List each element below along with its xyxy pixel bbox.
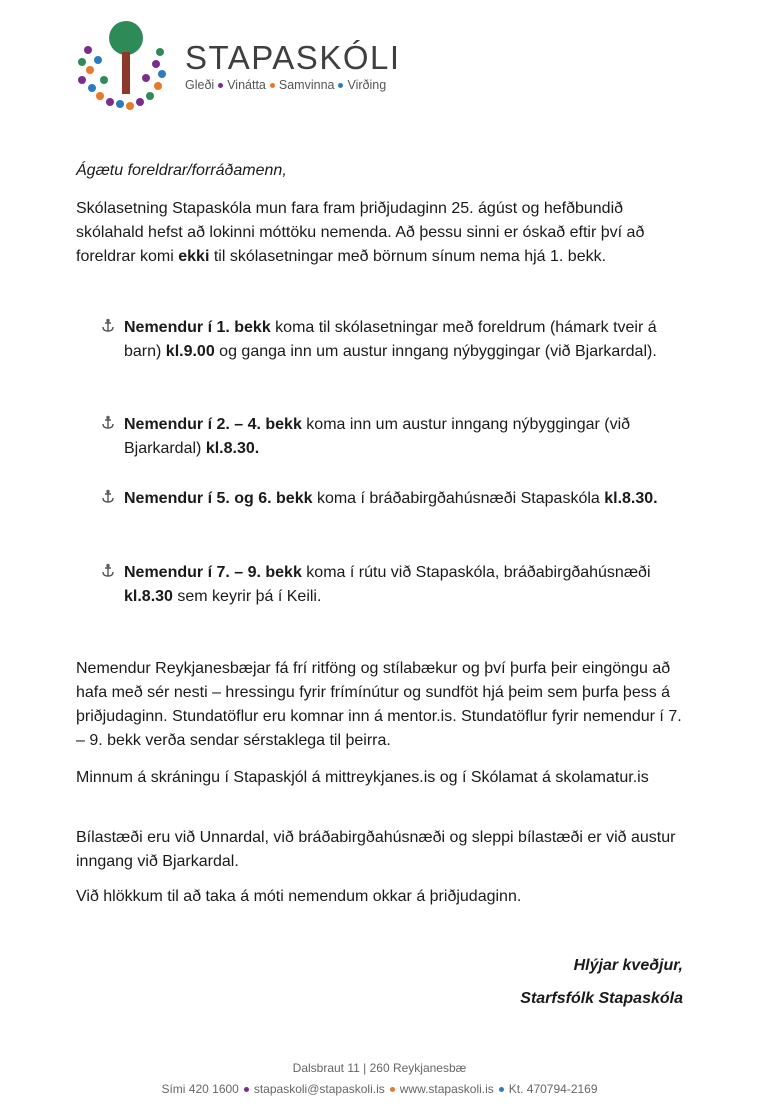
anchor-bullet-icon <box>100 415 116 431</box>
dot-orange-icon <box>270 83 275 88</box>
school-logo-icon <box>74 18 170 114</box>
bullet-bold: Nemendur í 1. bekk <box>124 319 271 336</box>
bullet-text <box>124 413 690 461</box>
paragraph-registration: Minnum á skráningu í Stapaskjól á mittreykjanes.is og í Skólamat á skolamatur.is <box>76 769 649 786</box>
intro-text-end: til skólasetningar með börnum sínum nema hjá 1. bekk. <box>209 248 607 265</box>
value-1: Gleði <box>185 78 215 92</box>
bullet-span: koma í bráðabirgðahúsnæði Stapaskóla <box>312 490 605 507</box>
anchor-bullet-icon <box>100 489 116 505</box>
bullet-bold: Nemendur í 7. – 9. bekk <box>124 564 302 581</box>
intro-paragraph <box>76 197 688 269</box>
anchor-bullet-icon <box>100 563 116 579</box>
closing-line: Hlýjar kveðjur, <box>573 957 683 974</box>
footer-phone: Sími 420 1600 <box>161 1082 239 1096</box>
bullet-text <box>124 487 690 511</box>
bullet-time: kl.8.30. <box>205 440 260 457</box>
bullet-span-end: sem keyrir þá í Keili. <box>172 588 322 605</box>
bullet-text <box>124 561 690 609</box>
bullet-time: kl.8.30. <box>604 490 658 507</box>
value-3: Samvinna <box>278 78 335 92</box>
intro-text: Skólasetning Stapaskóla mun fara fram þriðjudaginn 25. ágúst og hefðbundið skólahald hefst að lokinni móttöku nemenda. Að þessu sinni er óskað eftir því að foreldrar komi <box>76 200 645 265</box>
bullet-bold: Nemendur í 2. – 4. bekk <box>124 416 302 433</box>
brand-values <box>185 78 401 92</box>
footer-email[interactable]: stapaskoli@stapaskoli.is <box>253 1082 385 1096</box>
footer-web[interactable]: www.stapaskoli.is <box>399 1082 494 1096</box>
dot-blue-icon <box>338 83 343 88</box>
bullet-span: koma til skólasetningar með foreldrum (hámark tveir á barn) <box>124 319 657 360</box>
letter-greeting: Ágætu foreldrar/forráðamenn, <box>76 162 287 179</box>
footer-contact <box>0 1082 759 1096</box>
value-4: Virðing <box>347 78 387 92</box>
footer-kt: Kt. 470794-2169 <box>508 1082 598 1096</box>
paragraph-welcome: Við hlökkum til að taka á móti nemendum okkar á þriðjudaginn. <box>76 888 522 905</box>
dot-orange-icon <box>390 1087 395 1092</box>
paragraph-supplies: Nemendur Reykjanesbæjar fá frí ritföng og stílabækur og því þurfa þeir eingöngu að hafa með sér nesti – hressingu fyrir frímínútur og sundföt hjá þeim sem þurfa þess á þriðjudaginn. Stundatöflur eru komnar inn á mentor.is. Stundatöflur fyrir nemendur í 7. – 9. bekk verða sendar sérstaklega til þeirra. <box>76 660 682 749</box>
bullet-span-end: og ganga inn um austur inngang nýbyggingar (við Bjarkardal). <box>214 343 657 360</box>
brand-name: STAPASKÓLI <box>185 39 401 76</box>
intro-bold: ekki <box>178 248 210 265</box>
dot-purple-icon <box>244 1087 249 1092</box>
value-2: Vinátta <box>227 78 266 92</box>
signature: Starfsfólk Stapaskóla <box>520 990 683 1007</box>
bullet-time: kl.8.30 <box>124 588 173 605</box>
dot-blue-icon <box>499 1087 504 1092</box>
anchor-bullet-icon <box>100 318 116 334</box>
bullet-span: koma inn um austur inngang nýbyggingar (við Bjarkardal) <box>124 416 631 457</box>
footer-address: Dalsbraut 11 | 260 Reykjanesbæ <box>292 1061 467 1075</box>
brand-block <box>185 40 401 92</box>
dot-purple-icon <box>218 83 223 88</box>
bullet-time: kl.9.00 <box>165 343 215 360</box>
paragraph-parking: Bílastæði eru við Unnardal, við bráðabirgðahúsnæði og sleppi bílastæði er við austur inngang við Bjarkardal. <box>76 829 676 870</box>
bullet-text <box>124 316 690 364</box>
bullet-span: koma í rútu við Stapaskóla, bráðabirgðahúsnæði <box>301 564 651 581</box>
bullet-bold: Nemendur í 5. og 6. bekk <box>124 490 313 507</box>
